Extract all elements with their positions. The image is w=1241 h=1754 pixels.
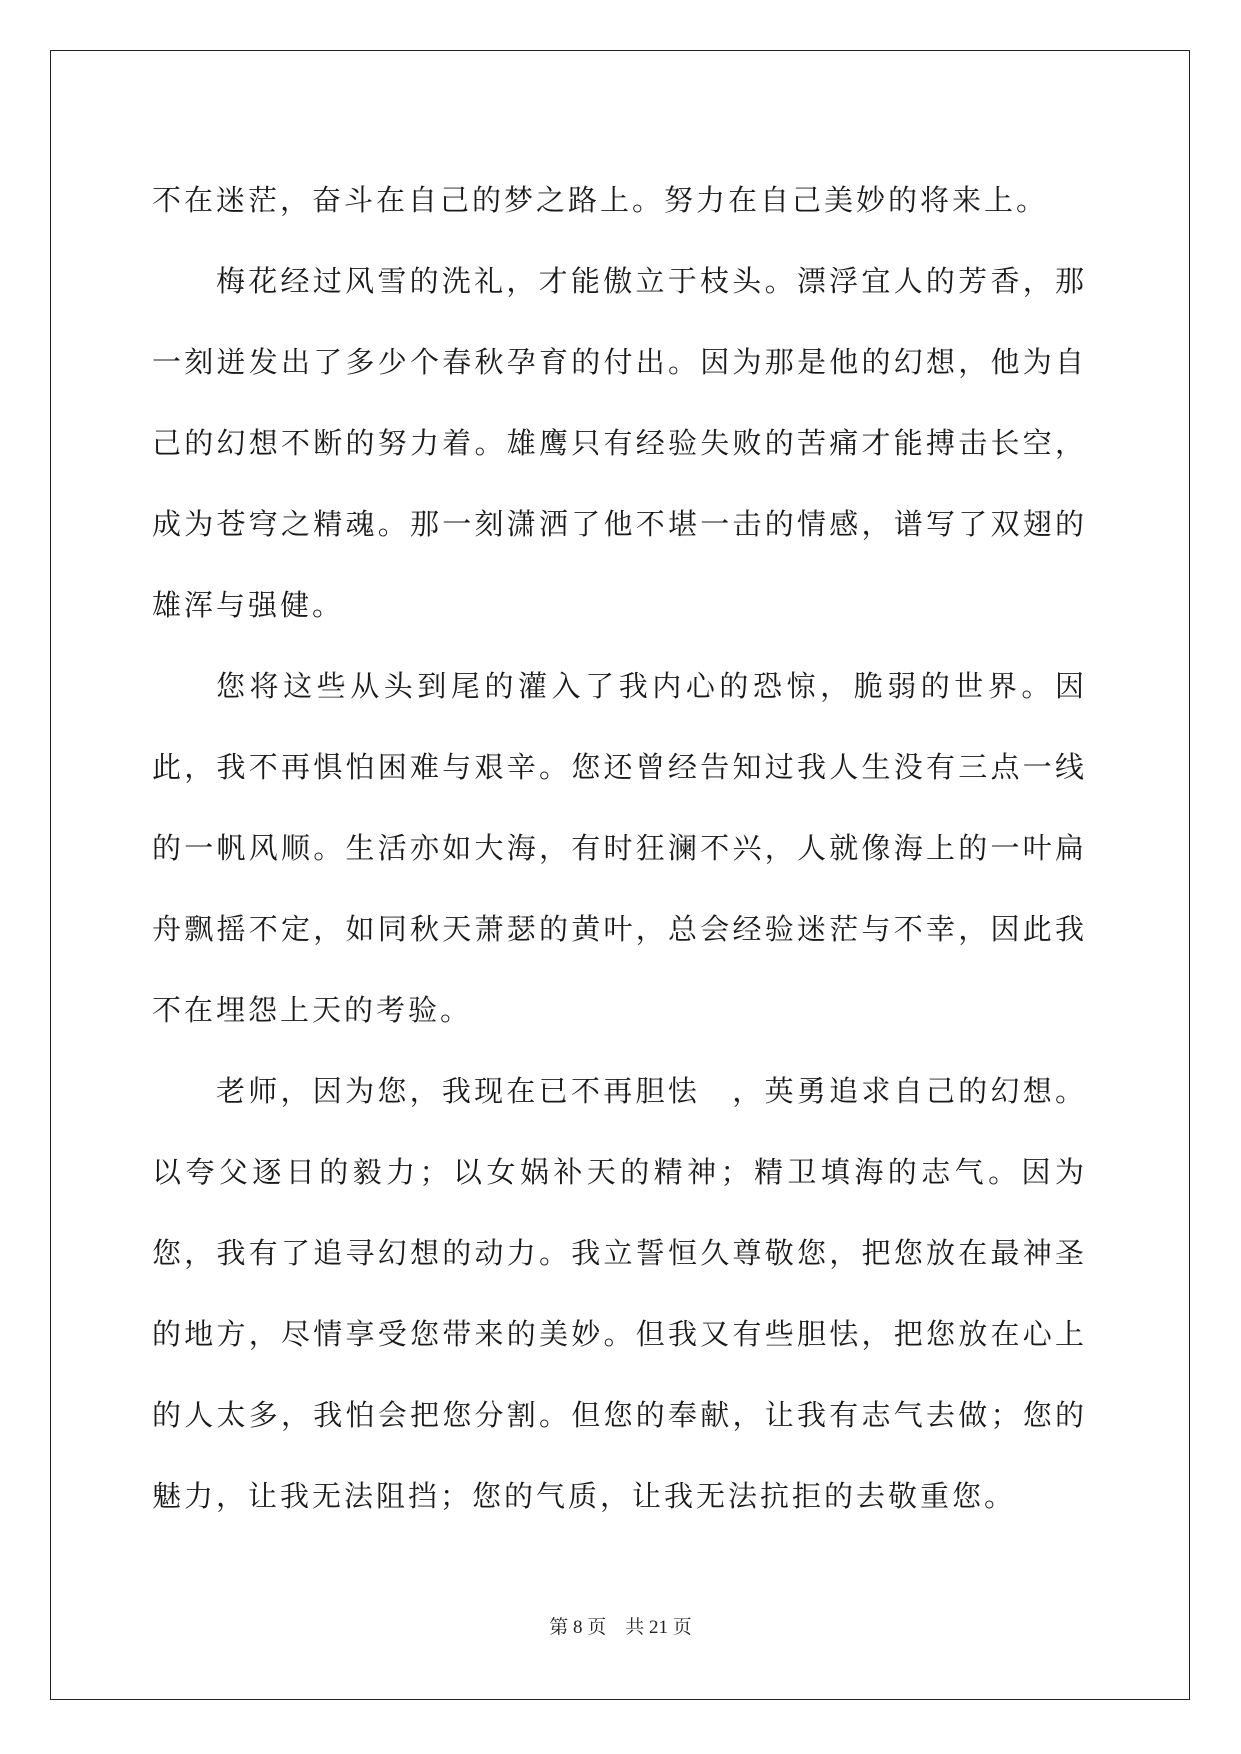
footer-spacer	[606, 1617, 625, 1638]
page-footer	[0, 1612, 1241, 1639]
paragraph-4: 老师，因为您，我现在已不再胆怯 ，英勇追求自己的幻想。以夸父逐日的毅力；以女娲补天的精神；精卫填海的志气。因为您，我有了追寻幻想的动力。我立誓恒久尊敬您，把您放在最神圣的地方，尽情享受您带来的美妙。但我又有些胆怯，把您放在心上的人太多，我怕会把您分割。但您的奉献，让我有志气去做；您的魅力，让我无法阻挡；您的气质，让我无法抗拒的去敬重您。	[152, 1074, 1087, 1513]
paragraph-3: 您将这些从头到尾的灌入了我内心的恐惊，脆弱的世界。因此，我不再惧怕困难与艰辛。您还曾经告知过我人生没有三点一线的一帆风顺。生活亦如大海，有时狂澜不兴，人就像海上的一叶扁舟飘摇不定，如同秋天萧瑟的黄叶，总会经验迷茫与不幸，因此我不在埋怨上天的考验。	[152, 669, 1087, 1027]
page-number: 第 8 页	[549, 1617, 607, 1638]
document-body	[152, 160, 1087, 1537]
paragraph-2: 梅花经过风雪的洗礼，才能傲立于枝头。漂浮宜人的芳香，那一刻迸发出了多少个春秋孕育的付出。因为那是他的幻想，他为自己的幻想不断的努力着。雄鹰只有经验失败的苦痛才能搏击长空，成为苍穹之精魂。那一刻潇洒了他不堪一击的情感，谱写了双翅的雄浑与强健。	[152, 264, 1087, 622]
paragraph-1: 不在迷茫，奋斗在自己的梦之路上。努力在自己美妙的将来上。	[152, 183, 1049, 217]
page-total: 共 21 页	[625, 1617, 692, 1638]
